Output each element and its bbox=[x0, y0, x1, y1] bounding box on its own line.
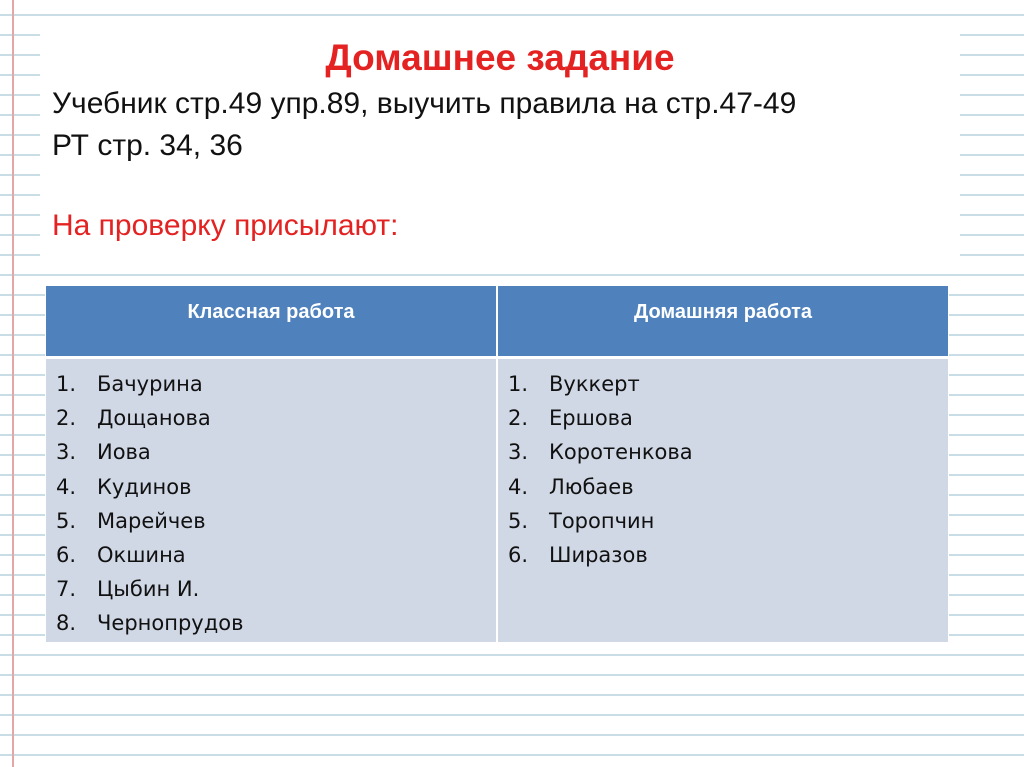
item-number: 8. bbox=[56, 611, 77, 636]
item-number: 5. bbox=[508, 508, 529, 533]
student-name: Бачурина bbox=[97, 372, 203, 396]
item-number: 2. bbox=[508, 406, 529, 431]
student-name: Торопчин bbox=[549, 508, 655, 533]
student-name: Чернопрудов bbox=[97, 611, 244, 636]
student-name: Цыбин И. bbox=[97, 577, 200, 602]
notebook-margin-line bbox=[12, 0, 14, 767]
submission-label: На проверку присылают: bbox=[52, 209, 399, 242]
student-name: Марейчев bbox=[97, 508, 206, 533]
student-name: Дощанова bbox=[97, 406, 211, 431]
item-number: 3. bbox=[56, 440, 77, 465]
page-title: Домашнее задание bbox=[325, 37, 675, 78]
student-name: Ширазов bbox=[549, 542, 648, 567]
assignment-panel bbox=[40, 22, 960, 270]
item-number: 5. bbox=[56, 508, 77, 533]
student-name: Вуккерт bbox=[549, 372, 640, 396]
item-number: 7. bbox=[56, 577, 77, 602]
item-number: 1. bbox=[56, 372, 77, 396]
column-header-homework: Домашняя работа bbox=[497, 285, 949, 357]
column-header-classwork: Классная работа bbox=[45, 285, 497, 357]
workbook-assignment: РТ стр. 34, 36 bbox=[52, 129, 243, 162]
student-name: Окшина bbox=[97, 542, 186, 567]
item-number: 4. bbox=[56, 474, 77, 499]
student-name: Ершова bbox=[549, 406, 633, 431]
student-name: Иова bbox=[97, 440, 151, 465]
item-number: 1. bbox=[508, 372, 529, 396]
item-number: 4. bbox=[508, 474, 529, 499]
item-number: 6. bbox=[56, 542, 77, 567]
table-border bbox=[45, 285, 949, 643]
item-number: 3. bbox=[508, 440, 529, 465]
students-table bbox=[45, 285, 949, 643]
student-name: Кудинов bbox=[97, 474, 192, 499]
student-name: Любаев bbox=[549, 474, 634, 499]
item-number: 6. bbox=[508, 542, 529, 567]
item-number: 2. bbox=[56, 406, 77, 431]
textbook-assignment: Учебник стр.49 упр.89, выучить правила на стр.47-49 bbox=[52, 87, 797, 120]
student-name: Коротенкова bbox=[549, 440, 693, 465]
